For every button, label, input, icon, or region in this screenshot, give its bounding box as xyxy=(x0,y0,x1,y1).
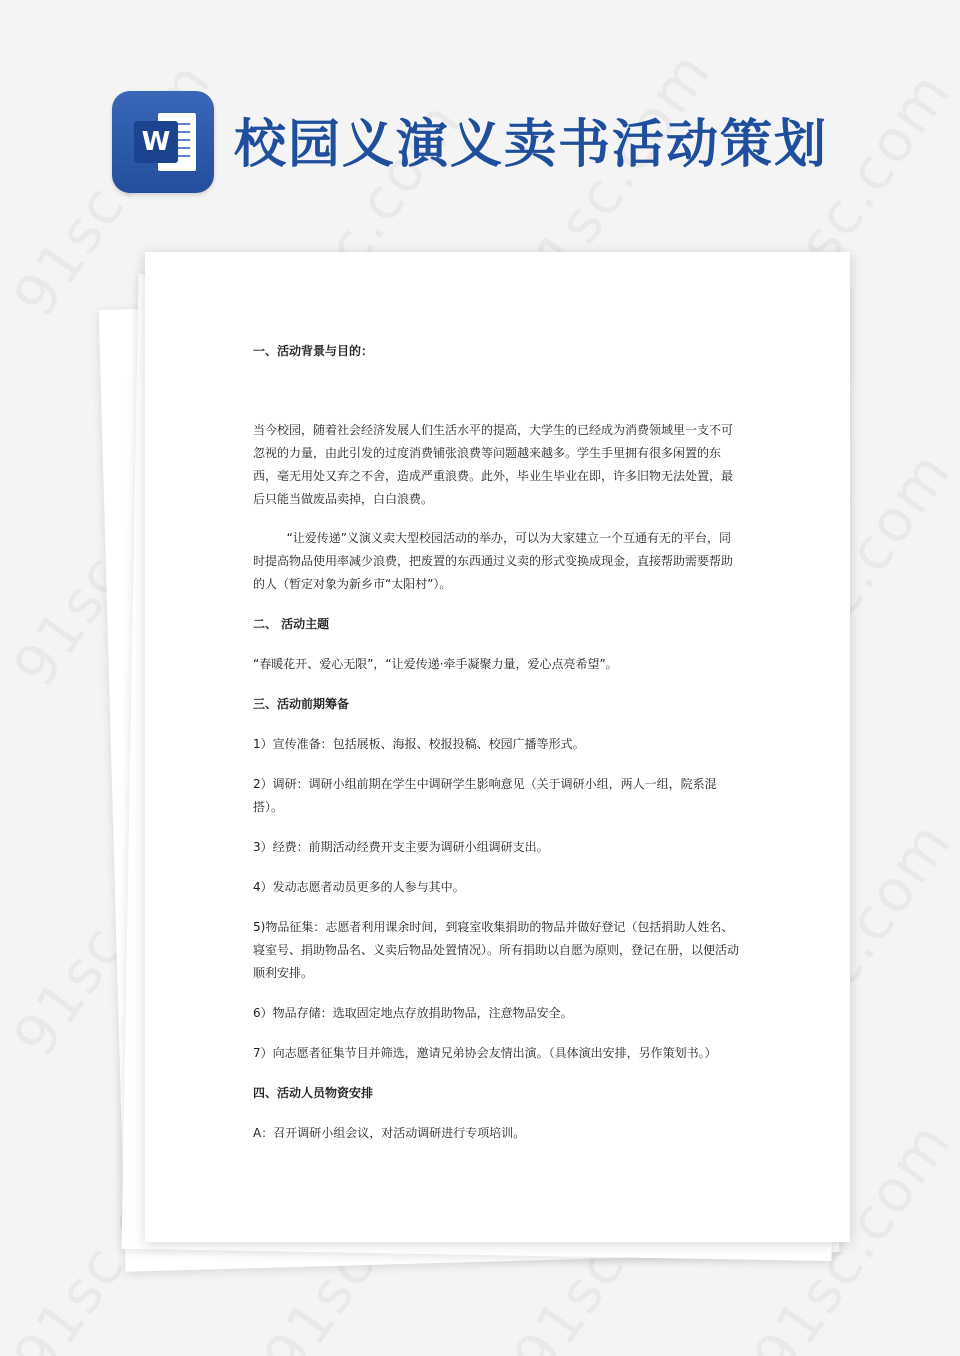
section-heading: 一、活动背景与目的： xyxy=(253,344,374,358)
list-item: 4）发动志愿者动员更多的人参与其中。 xyxy=(253,880,465,894)
list-item: 5)物品征集：志愿者利用课余时间，到寝室收集捐助的物品并做好登记（包括捐助人姓名、寝室号、捐助物品名、义卖后物品处置情况）。所有捐助以自愿为原则，登记在册，以便活动顺利安排。 xyxy=(253,920,740,980)
paragraph: “春暖花开、爱心无限”，“让爱传递·牵手凝聚力量，爱心点亮希望”。 xyxy=(253,657,618,671)
list-item: 6）物品存储：选取固定地点存放捐助物品，注意物品安全。 xyxy=(253,1006,573,1020)
list-item: 3）经费：前期活动经费开支主要为调研小组调研支出。 xyxy=(253,840,549,854)
paragraph: “让爱传递”义演义卖大型校园活动的举办，可以为大家建立一个互通有无的平台，同时提高物品使用率减少浪费，把废置的东西通过义卖的形式变换成现金，直接帮助需要帮助的人（暂定对象为新乡市“太阳村”）。 xyxy=(253,531,734,591)
list-item: 2）调研：调研小组前期在学生中调研学生影响意见（关于调研小组，两人一组，院系混搭）。 xyxy=(253,777,717,814)
document-body xyxy=(253,340,741,1145)
section-heading: 三、活动前期筹备 xyxy=(253,697,350,711)
section-heading: 四、活动人员物资安排 xyxy=(253,1086,374,1100)
paragraph: 当今校园，随着社会经济发展人们生活水平的提高，大学生的已经成为消费领域里一支不可忽视的力量，由此引发的过度消费铺张浪费等问题越来越多。学生手里拥有很多闲置的东西，毫无用处又弃之不舍，造成严重浪费。此外，毕业生毕业在即，许多旧物无法处置，最后只能当做废品卖掉，白白浪费。 xyxy=(253,423,734,506)
page-title: 校园义演义卖书活动策划 xyxy=(234,114,829,175)
list-item: 1）宣传准备：包括展板、海报、校报投稿、校园广播等形式。 xyxy=(253,737,585,751)
list-item: 7）向志愿者征集节目并筛选，邀请兄弟协会友情出演。（具体演出安排，另作策划书。） xyxy=(253,1046,717,1060)
document-page xyxy=(145,252,850,1242)
word-app-icon xyxy=(112,91,214,193)
word-letter-icon: W xyxy=(134,121,178,163)
list-item: A：召开调研小组会议，对活动调研进行专项培训。 xyxy=(253,1126,526,1140)
section-heading: 二、 活动主题 xyxy=(253,617,330,631)
